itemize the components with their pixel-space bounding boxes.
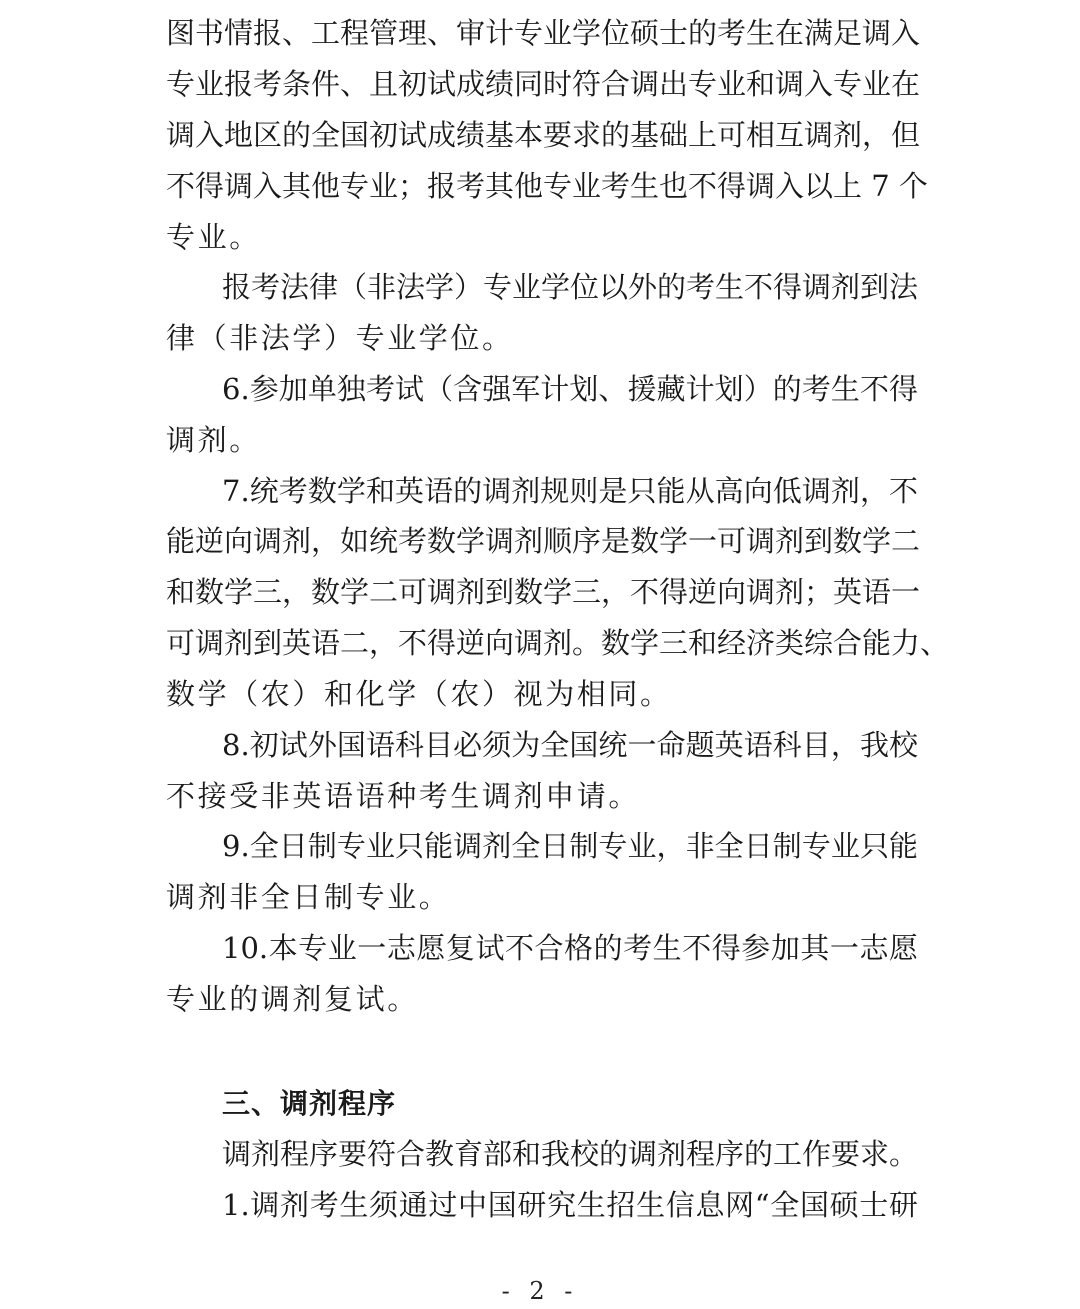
- section-heading: 三、调剂程序: [222, 1087, 397, 1120]
- paragraph-line: 调剂。: [166, 423, 261, 457]
- paragraph-line: 可调剂到英语二，不得逆向调剂。数学三和经济类综合能力、: [166, 626, 950, 660]
- paragraph-line: 专业的调剂复试。: [166, 982, 419, 1016]
- paragraph-line: 调剂程序要符合教育部和我校的调剂程序的工作要求。: [222, 1137, 919, 1171]
- paragraph-line: 调入地区的全国初试成绩基本要求的基础上可相互调剂，但: [166, 118, 921, 152]
- paragraph-line: 不接受非英语语种考生调剂申请。: [166, 779, 641, 813]
- paragraph-line: 图书情报、工程管理、审计专业学位硕士的考生在满足调入: [166, 16, 921, 50]
- list-item-10: 10.本专业一志愿复试不合格的考生不得参加其一志愿: [222, 931, 918, 965]
- paragraph-line: 和数学三，数学二可调剂到数学三，不得逆向调剂；英语一: [166, 575, 921, 609]
- paragraph-line: 不得调入其他专业；报考其他专业考生也不得调入以上 7 个: [166, 169, 928, 203]
- paragraph-line: 律（非法学）专业学位。: [166, 321, 514, 355]
- list-item-7: 7.统考数学和英语的调剂规则是只能从高向低调剂，不: [222, 474, 918, 508]
- paragraph-line: 能逆向调剂，如统考数学调剂顺序是数学一可调剂到数学二: [166, 524, 921, 558]
- paragraph-line: 报考法律（非法学）专业学位以外的考生不得调剂到法: [222, 270, 919, 304]
- paragraph-line: 数学（农）和化学（农）视为相同。: [166, 677, 672, 711]
- paragraph-line: 调剂非全日制专业。: [166, 880, 451, 914]
- list-item-8: 8.初试外国语科目必须为全国统一命题英语科目，我校: [222, 728, 918, 762]
- list-item-6: 6.参加单独考试（含强军计划、援藏计划）的考生不得: [222, 372, 918, 406]
- paragraph-line: 专业报考条件、且初试成绩同时符合调出专业和调入专业在: [166, 67, 921, 101]
- paragraph-line: 专业。: [166, 220, 261, 254]
- page-number: - 2 -: [501, 1277, 579, 1305]
- list-item-1: 1.调剂考生须通过中国研究生招生信息网“全国硕士研: [222, 1188, 918, 1222]
- list-item-9: 9.全日制专业只能调剂全日制专业，非全日制专业只能: [222, 829, 918, 863]
